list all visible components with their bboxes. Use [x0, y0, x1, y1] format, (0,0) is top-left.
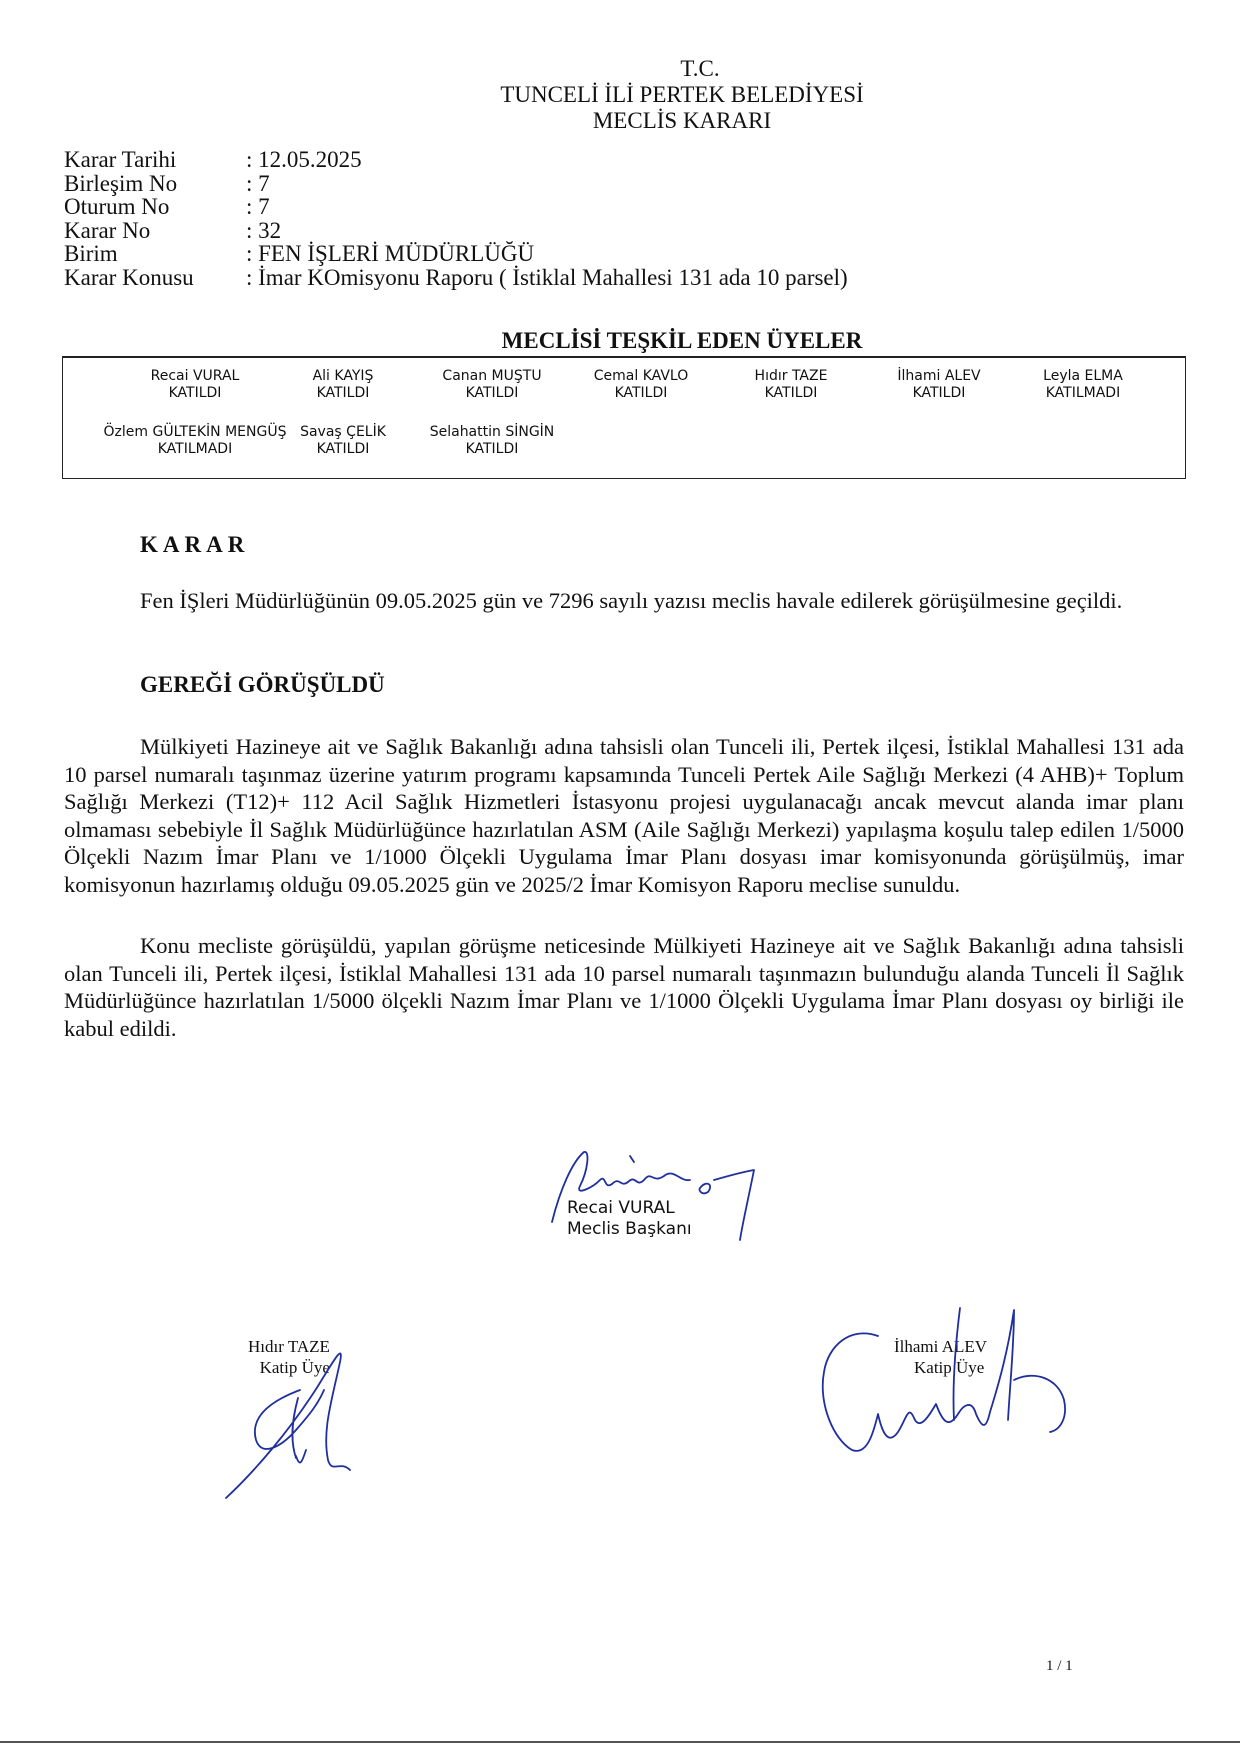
president-name: Recai VURAL — [567, 1198, 675, 1218]
clerk1-signature-block — [248, 1336, 330, 1378]
header-municipality: TUNCELİ İLİ PERTEK BELEDİYESİ — [500, 82, 864, 107]
member-entry: Savaş ÇELİK KATILDI — [300, 424, 386, 457]
header-tc: T.C. — [680, 56, 720, 81]
header-decision-title: MECLİS KARARI — [592, 108, 772, 133]
page-number: 1 / 1 — [1046, 1658, 1073, 1674]
review-paragraph: Mülkiyeti Hazineye ait ve Sağlık Bakanlığı adına tahsisli olan Tunceli ili, Pertek ilçesi, İstiklal Mahallesi 131 ada 10 parsel numaralı taşınmaz üzerine yatırım programı kapsamında Tunceli Pertek Aile Sağlığı Merkezi (4 AHB)+ Toplum Sağlığı Merkezi (T12)+ 112 Acil Sağlık Hizmetleri İstasyonu projesi uygulanacağı ancak mevcut alanda imar planı olmaması sebebiyle İl Sağlık Müdürlüğünce hazırlatılan ASM (Aile Sağlığı Merkezi) yapılaşma koşulu talep edilen 1/5000 Ölçekli Nazım İmar Planı ve 1/1000 Ölçekli Uygulama İmar Planı dosyası imar komisyonunda görüşülmüş, imar komisyonun hazırlamış olduğu 09.05.2025 gün ve 2025/2 İmar Komisyon Raporu meclise sunuldu. — [64, 734, 1184, 897]
member-entry: Recai VURAL KATILDI — [150, 368, 240, 401]
resolution-paragraph: Konu mecliste görüşüldü, yapılan görüşme neticesinde Mülkiyeti Hazineye ait ve Sağlık Bakanlığı adına tahsisli olan Tunceli ili, Pertek ilçesi, İstiklal Mahallesi 131 ada 10 parsel numaralı taşınmazın bulunduğu alanda Tunceli İl Sağlık Müdürlüğünce hazırlatılan 1/5000 ölçekli Nazım İmar Planı ve 1/1000 Ölçekli Uygulama İmar Planı dosyası oy birliği ile kabul edildi. — [64, 933, 1184, 1041]
clerk1-name: Hıdır TAZE — [248, 1337, 330, 1356]
meta-row-subject: Karar Konusu : İmar KOmisyonu Raporu ( İstiklal Mahallesi 131 ada 10 parsel) — [64, 264, 848, 290]
meta-row-decision-no: Karar No : 32 — [64, 217, 282, 243]
decision-meta — [64, 148, 848, 289]
meta-row-session: Birleşim No : 7 — [64, 170, 270, 196]
member-entry: Cemal KAVLO KATILDI — [593, 368, 689, 401]
member-entry: Selahattin SİNGİN KATILDI — [429, 424, 555, 457]
member-entry: Ali KAYIŞ KATILDI — [312, 368, 374, 401]
clerk2-signature-scribble — [823, 1308, 1065, 1451]
clerk2-name: İlhami ALEV — [894, 1337, 988, 1356]
president-title: Meclis Başkanı — [567, 1219, 692, 1239]
member-entry: Leyla ELMA KATILMADI — [1043, 368, 1123, 401]
president-signature-block — [567, 1198, 692, 1240]
meta-row-unit: Birim : FEN İŞLERİ MÜDÜRLÜĞÜ — [64, 241, 535, 266]
decision-heading: KARAR — [140, 532, 250, 557]
members-title: MECLİSİ TEŞKİL EDEN ÜYELER — [501, 328, 863, 353]
member-entry: İlhami ALEV KATILDI — [897, 368, 981, 401]
meta-row-sitting: Oturum No : 7 — [64, 194, 270, 219]
member-entry: Hıdır TAZE KATILDI — [754, 368, 828, 401]
clerk1-title: Katip Üye — [259, 1358, 330, 1377]
review-heading: GEREĞİ GÖRÜŞÜLDÜ — [140, 672, 385, 697]
member-entry: Özlem GÜLTEKİN MENGÜŞ KATILMADI — [103, 424, 287, 457]
clerk2-title: Katip Üye — [914, 1358, 985, 1377]
document-header — [0, 56, 1240, 134]
member-entry: Canan MUŞTU KATILDI — [442, 368, 542, 401]
decision-intro-paragraph: Fen İŞleri Müdürlüğünün 09.05.2025 gün ve 7296 sayılı yazısı meclis havale edilerek görüşülmesine geçildi. — [140, 588, 1123, 613]
members-box — [62, 356, 1186, 479]
meta-row-date: Karar Tarihi : 12.05.2025 — [64, 147, 362, 172]
page-bottom-rule — [0, 1741, 1240, 1743]
clerk2-signature-block — [894, 1336, 987, 1378]
